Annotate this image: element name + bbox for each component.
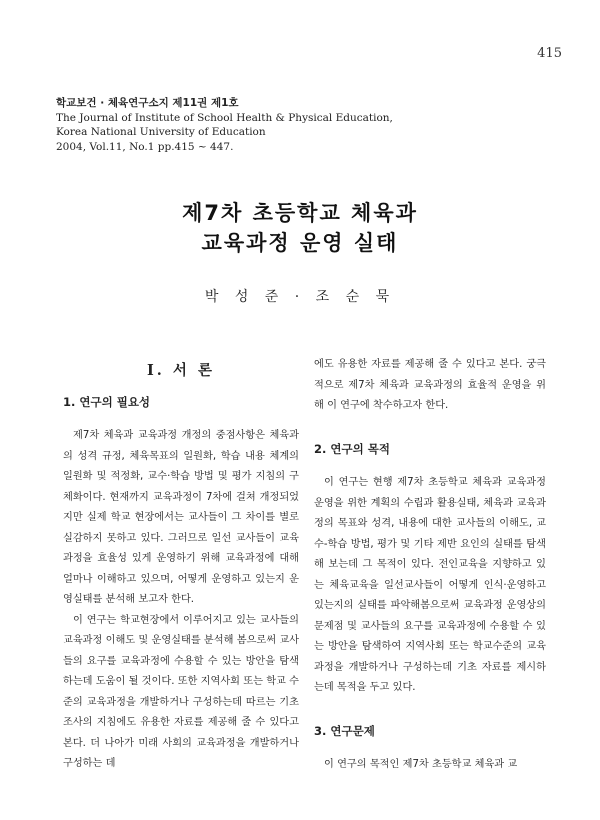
subsection-heading-research-questions: 3. 연구문제 <box>314 723 375 738</box>
title-line-1: 제7차 초등학교 체육과 <box>182 201 418 225</box>
left-column <box>63 355 299 775</box>
subsection-heading-purpose: 2. 연구의 목적 <box>314 441 390 456</box>
journal-korean-title: 학교보건 · 체육연구소지 제11권 제1호 <box>56 97 239 109</box>
subsection-heading-necessity: 1. 연구의 필요성 <box>63 394 151 409</box>
title-line-2: 교육과정 운영 실태 <box>201 231 399 255</box>
paragraph-continued: 에도 유용한 자료를 제공해 줄 수 있다고 본다. 궁극적으로 제7차 체육과 교육과정의 효율적 운영을 위해 이 연구에 착수하고자 한다. <box>314 359 546 411</box>
section-heading-introduction: I. 서 론 <box>147 362 215 379</box>
page-number: 415 <box>537 46 562 61</box>
paragraph-1: 제7차 체육과 교육과정 개정의 중점사항은 체육과의 성격 규정, 체육목표의 일원화, 학습 내용 체계의 일원화 및 적정화, 교수·학습 방법 및 평가 지침의 구체화이다. 현재까지 교육과정이 7차에 걸쳐 개정되었지만 실제 학교 현장에서는 교사들이 그 차이를 별로 실감하지 못하고 있다. 그러므로 일선 교사들이 교육과정을 효율성 있게 운영하기 위해 교육과정에 대해 얼마나 이해하고 있으며, 어떻게 운영하고 있는지 운영실태를 분석해 보고자 한다. <box>63 430 299 605</box>
journal-citation: 2004, Vol.11, No.1 pp.415 ~ 447. <box>56 140 234 153</box>
paper-title <box>0 198 600 258</box>
paragraph-3: 이 연구는 현행 제7차 초등학교 체육과 교육과정 운영을 위한 계획의 수립과 활용실태, 체육과 교육과정의 목표와 성격, 내용에 대한 교사들의 이해도, 교수-학습 방법, 평가 및 기타 제반 요인의 실태를 탐색해 보는데 그 목적이 있다. 전인교육을 지향하고 있는 체육교육을 일선교사들이 어떻게 인식·운영하고 있는지의 실태를 파악해봄으로써 교육과정 운영상의 문제점 및 교사들의 요구를 교육과정에 수용할 수 있는 방안을 탐색하여 지역사회 또는 학교수준의 교육과정을 개발하거나 구성하는데 기초 자료를 제시하는데 목적을 두고 있다. <box>314 477 546 693</box>
authors: 박 성 준 · 조 순 묵 <box>204 289 396 305</box>
journal-institution: Korea National University of Education <box>56 126 266 138</box>
journal-info <box>56 96 516 154</box>
journal-english-title: The Journal of Institute of School Health & Physical Education, <box>56 111 393 124</box>
right-column <box>314 355 546 776</box>
paragraph-2: 이 연구는 학교현장에서 이루어지고 있는 교사들의 교육과정 이해도 및 운영실태를 분석해 봄으로써 교사들의 요구를 교육과정에 수용할 수 있는 방안을 탐색하는데 도움이 될 것이다. 또한 지역사회 또는 학교 수준의 교육과정을 개발하거나 구성하는데 따르는 기초조사의 지침에도 유용한 자료를 제공해 줄 수 있다고 본다. 더 나아가 미래 사회의 교육과정을 개발하거나 구성하는 데 <box>63 614 299 769</box>
paragraph-4: 이 연구의 목적인 제7차 초등학교 체육과 교 <box>324 759 518 770</box>
